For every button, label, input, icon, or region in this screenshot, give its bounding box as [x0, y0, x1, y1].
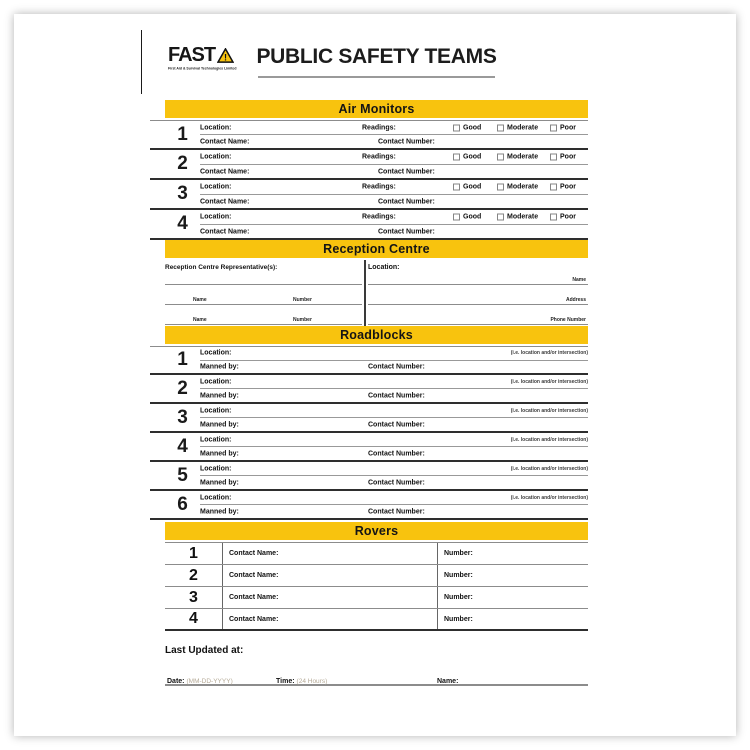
air-monitor-2-location-field[interactable] — [200, 150, 588, 165]
reception-location-column — [368, 260, 588, 325]
representatives-label: Reception Centre Representative(s): — [165, 264, 278, 271]
air-monitor-row-2 — [150, 150, 588, 180]
reception-phone-number-label: Phone Number — [550, 317, 586, 323]
time-field — [276, 670, 327, 688]
reading-option-moderate — [497, 124, 538, 131]
contact-name-label: Contact Name: — [200, 168, 250, 175]
air-monitor-1-contact-field[interactable] — [200, 135, 588, 148]
reading-option-label: Moderate — [507, 213, 539, 221]
representatives-header-row — [165, 260, 362, 285]
representative-name-label: Name — [193, 317, 207, 323]
page-title: PUBLIC SAFETY TEAMS — [256, 45, 497, 68]
reading-option-moderate — [497, 154, 538, 161]
reading-option-label: Good — [463, 213, 482, 221]
row-number: 3 — [177, 406, 188, 428]
reading-option-label: Poor — [560, 183, 576, 191]
contact-number-label: Contact Number: — [368, 421, 425, 428]
section-header-reception-centre: Reception Centre — [165, 240, 588, 258]
roadblock-row-4 — [150, 433, 588, 462]
roadblocks-rows — [165, 346, 588, 520]
row-number: 1 — [165, 543, 223, 564]
reading-option-label: Good — [463, 183, 482, 191]
time-format-hint: (24 Hours) — [296, 678, 328, 685]
title-underline — [258, 76, 495, 78]
contact-name-label: Contact Name: — [200, 198, 250, 205]
location-label: Location: — [200, 124, 232, 132]
roadblock-2-manned-by-field[interactable] — [200, 389, 588, 402]
air-monitor-4-location-field[interactable] — [200, 210, 588, 225]
contact-name-label: Contact Name: — [229, 572, 279, 579]
reception-address-label: Address — [565, 297, 586, 303]
contact-number-label: Contact Number: — [368, 363, 425, 371]
reading-option-poor — [550, 154, 576, 161]
manned-by-label: Manned by: — [200, 421, 239, 428]
row-number: 6 — [177, 493, 188, 515]
rover-1-number-field[interactable] — [438, 543, 588, 564]
number-label: Number: — [444, 615, 473, 623]
row-number: 1 — [177, 349, 188, 370]
reception-representatives-column — [165, 260, 362, 325]
rover-row-3 — [165, 587, 588, 609]
air-monitor-row-4 — [150, 210, 588, 240]
rover-row-1 — [165, 543, 588, 565]
section-header-air-monitors: Air Monitors — [165, 100, 588, 118]
air-monitor-4-contact-field[interactable] — [200, 225, 588, 238]
reception-centre-divider — [364, 260, 366, 326]
rover-row-2 — [165, 565, 588, 587]
number-label: Number: — [444, 550, 473, 557]
rover-2-number-field[interactable] — [438, 565, 588, 586]
roadblock-4-location-field[interactable] — [200, 433, 588, 447]
checkbox-moderate[interactable] — [497, 124, 504, 131]
row-number: 4 — [177, 213, 188, 234]
section-header-rovers: Rovers — [165, 522, 588, 540]
location-label: Location: — [200, 436, 232, 443]
reading-option-label: Poor — [560, 213, 576, 221]
checkbox-moderate[interactable] — [497, 184, 504, 191]
row-number: 2 — [165, 565, 223, 586]
section-header-roadblocks: Roadblocks — [165, 326, 588, 344]
roadblock-6-manned-by-field[interactable] — [200, 505, 588, 518]
roadblock-row-2 — [150, 375, 588, 404]
reception-centre-section — [165, 260, 588, 326]
air-monitor-row-3 — [150, 180, 588, 210]
reading-option-label: Good — [463, 153, 482, 161]
roadblock-row-1 — [150, 346, 588, 375]
representative-number-label: Number — [293, 317, 312, 323]
rover-4-contact-name-field[interactable] — [223, 609, 438, 629]
rover-3-number-field[interactable] — [438, 587, 588, 608]
location-label: Location: — [200, 349, 232, 357]
location-label: Location: — [200, 494, 232, 501]
reception-phone-line[interactable] — [368, 305, 588, 325]
reading-option-label: Good — [463, 124, 482, 132]
representative-2-line[interactable] — [165, 305, 362, 325]
last-updated-label: Last Updated at: — [165, 645, 244, 656]
logo-tagline: First Aid & Survival Technologies Limited — [168, 67, 237, 71]
roadblock-row-6 — [150, 491, 588, 520]
name-label: Name: — [437, 678, 459, 685]
contact-number-label: Contact Number: — [368, 508, 425, 515]
manned-by-label: Manned by: — [200, 392, 239, 399]
date-field — [167, 670, 233, 688]
reading-option-label: Poor — [560, 153, 576, 161]
checkbox-moderate[interactable] — [497, 214, 504, 221]
reading-option-label: Moderate — [507, 153, 539, 161]
readings-label: Readings: — [362, 153, 396, 161]
representative-number-label: Number — [293, 297, 312, 303]
reading-option-moderate — [497, 184, 538, 191]
air-monitor-3-contact-field[interactable] — [200, 195, 588, 208]
footer-fields-row[interactable] — [165, 668, 588, 686]
row-number: 4 — [165, 609, 223, 629]
roadblock-6-location-field[interactable] — [200, 491, 588, 505]
reception-name-label: Name — [572, 277, 586, 283]
location-note: (i.e. location and/or intersection) — [510, 465, 588, 472]
location-label: Location: — [200, 407, 232, 414]
contact-name-label: Contact Name: — [229, 594, 279, 601]
form-content — [165, 100, 588, 686]
rover-2-contact-name-field[interactable] — [223, 565, 438, 586]
contact-number-label: Contact Number: — [368, 392, 425, 399]
row-number: 1 — [177, 123, 188, 145]
contact-name-label: Contact Name: — [229, 615, 279, 623]
manned-by-label: Manned by: — [200, 479, 239, 486]
roadblock-5-manned-by-field[interactable] — [200, 476, 588, 489]
reading-option-poor — [550, 184, 576, 191]
contact-number-label: Contact Number: — [378, 198, 435, 205]
reading-option-good — [453, 184, 481, 191]
location-note: (i.e. location and/or intersection) — [510, 436, 588, 443]
rover-4-number-field[interactable] — [438, 609, 588, 629]
contact-name-label: Contact Name: — [200, 138, 250, 146]
date-label: Date: — [167, 678, 185, 685]
readings-label: Readings: — [362, 183, 396, 191]
checkbox-poor[interactable] — [550, 184, 557, 191]
readings-label: Readings: — [362, 124, 396, 132]
air-monitor-2-contact-field[interactable] — [200, 165, 588, 178]
reading-option-good — [453, 214, 481, 221]
roadblock-3-manned-by-field[interactable] — [200, 418, 588, 431]
date-format-hint: (MM-DD-YYYY) — [186, 678, 233, 685]
row-number: 2 — [177, 153, 188, 174]
rover-row-4 — [165, 609, 588, 631]
reading-option-label: Poor — [560, 124, 576, 132]
checkbox-moderate[interactable] — [497, 154, 504, 161]
contact-number-label: Contact Number: — [378, 168, 435, 175]
checkbox-poor[interactable] — [550, 214, 557, 221]
checkbox-good[interactable] — [453, 124, 460, 131]
reading-option-poor — [550, 124, 576, 131]
reception-location-name-line[interactable] — [368, 260, 588, 285]
representative-1-line[interactable] — [165, 285, 362, 305]
representative-name-label: Name — [193, 297, 207, 303]
location-label: Location: — [200, 465, 232, 472]
row-number: 5 — [177, 464, 188, 486]
location-note: (i.e. location and/or intersection) — [510, 350, 588, 357]
row-number: 2 — [177, 377, 188, 399]
svg-text:!: ! — [224, 52, 228, 63]
reading-option-moderate — [497, 214, 538, 221]
roadblock-5-location-field[interactable] — [200, 462, 588, 476]
checkbox-good[interactable] — [453, 154, 460, 161]
contact-number-label: Contact Number: — [368, 479, 425, 486]
contact-name-label: Contact Name: — [200, 228, 250, 235]
reading-option-label: Moderate — [507, 124, 539, 132]
logo-text: FAST — [168, 44, 216, 66]
roadblock-2-location-field[interactable] — [200, 375, 588, 389]
location-label: Location: — [200, 183, 232, 191]
row-number: 3 — [165, 587, 223, 608]
checkbox-poor[interactable] — [550, 154, 557, 161]
number-label: Number: — [444, 572, 473, 579]
reading-option-label: Moderate — [507, 183, 539, 191]
contact-number-label: Contact Number: — [368, 450, 425, 457]
checkbox-good[interactable] — [453, 214, 460, 221]
manned-by-label: Manned by: — [200, 450, 239, 457]
roadblock-1-manned-by-field[interactable] — [200, 361, 588, 374]
checkbox-good[interactable] — [453, 184, 460, 191]
air-monitor-3-location-field[interactable] — [200, 180, 588, 195]
air-monitors-rows — [165, 120, 588, 240]
name-field — [437, 670, 458, 688]
contact-number-label: Contact Number: — [378, 138, 435, 146]
reading-option-good — [453, 154, 481, 161]
location-label: Location: — [200, 153, 232, 161]
location-note: (i.e. location and/or intersection) — [510, 494, 588, 501]
location-label: Location: — [200, 378, 232, 385]
air-monitor-row-1 — [150, 120, 588, 150]
location-note: (i.e. location and/or intersection) — [510, 378, 588, 385]
rovers-rows — [165, 542, 588, 631]
reception-address-line[interactable] — [368, 285, 588, 305]
rover-1-contact-name-field[interactable] — [223, 543, 438, 564]
manned-by-label: Manned by: — [200, 508, 239, 515]
location-note: (i.e. location and/or intersection) — [510, 407, 588, 414]
reception-location-label: Location: — [368, 264, 400, 271]
contact-number-label: Contact Number: — [378, 228, 435, 235]
contact-name-label: Contact Name: — [229, 550, 279, 557]
reading-option-poor — [550, 214, 576, 221]
rover-3-contact-name-field[interactable] — [223, 587, 438, 608]
roadblock-3-location-field[interactable] — [200, 404, 588, 418]
row-number: 4 — [177, 435, 188, 457]
roadblock-4-manned-by-field[interactable] — [200, 447, 588, 460]
air-monitor-1-location-field[interactable] — [200, 121, 588, 135]
manned-by-label: Manned by: — [200, 363, 239, 371]
time-label: Time: — [276, 678, 295, 685]
number-label: Number: — [444, 594, 473, 601]
roadblock-1-location-field[interactable] — [200, 347, 588, 361]
reading-option-good — [453, 124, 481, 131]
readings-label: Readings: — [362, 213, 396, 221]
row-number: 3 — [177, 183, 188, 204]
header-left-rule — [141, 30, 142, 94]
location-label: Location: — [200, 213, 232, 221]
checkbox-poor[interactable] — [550, 124, 557, 131]
roadblock-row-5 — [150, 462, 588, 491]
roadblock-row-3 — [150, 404, 588, 433]
